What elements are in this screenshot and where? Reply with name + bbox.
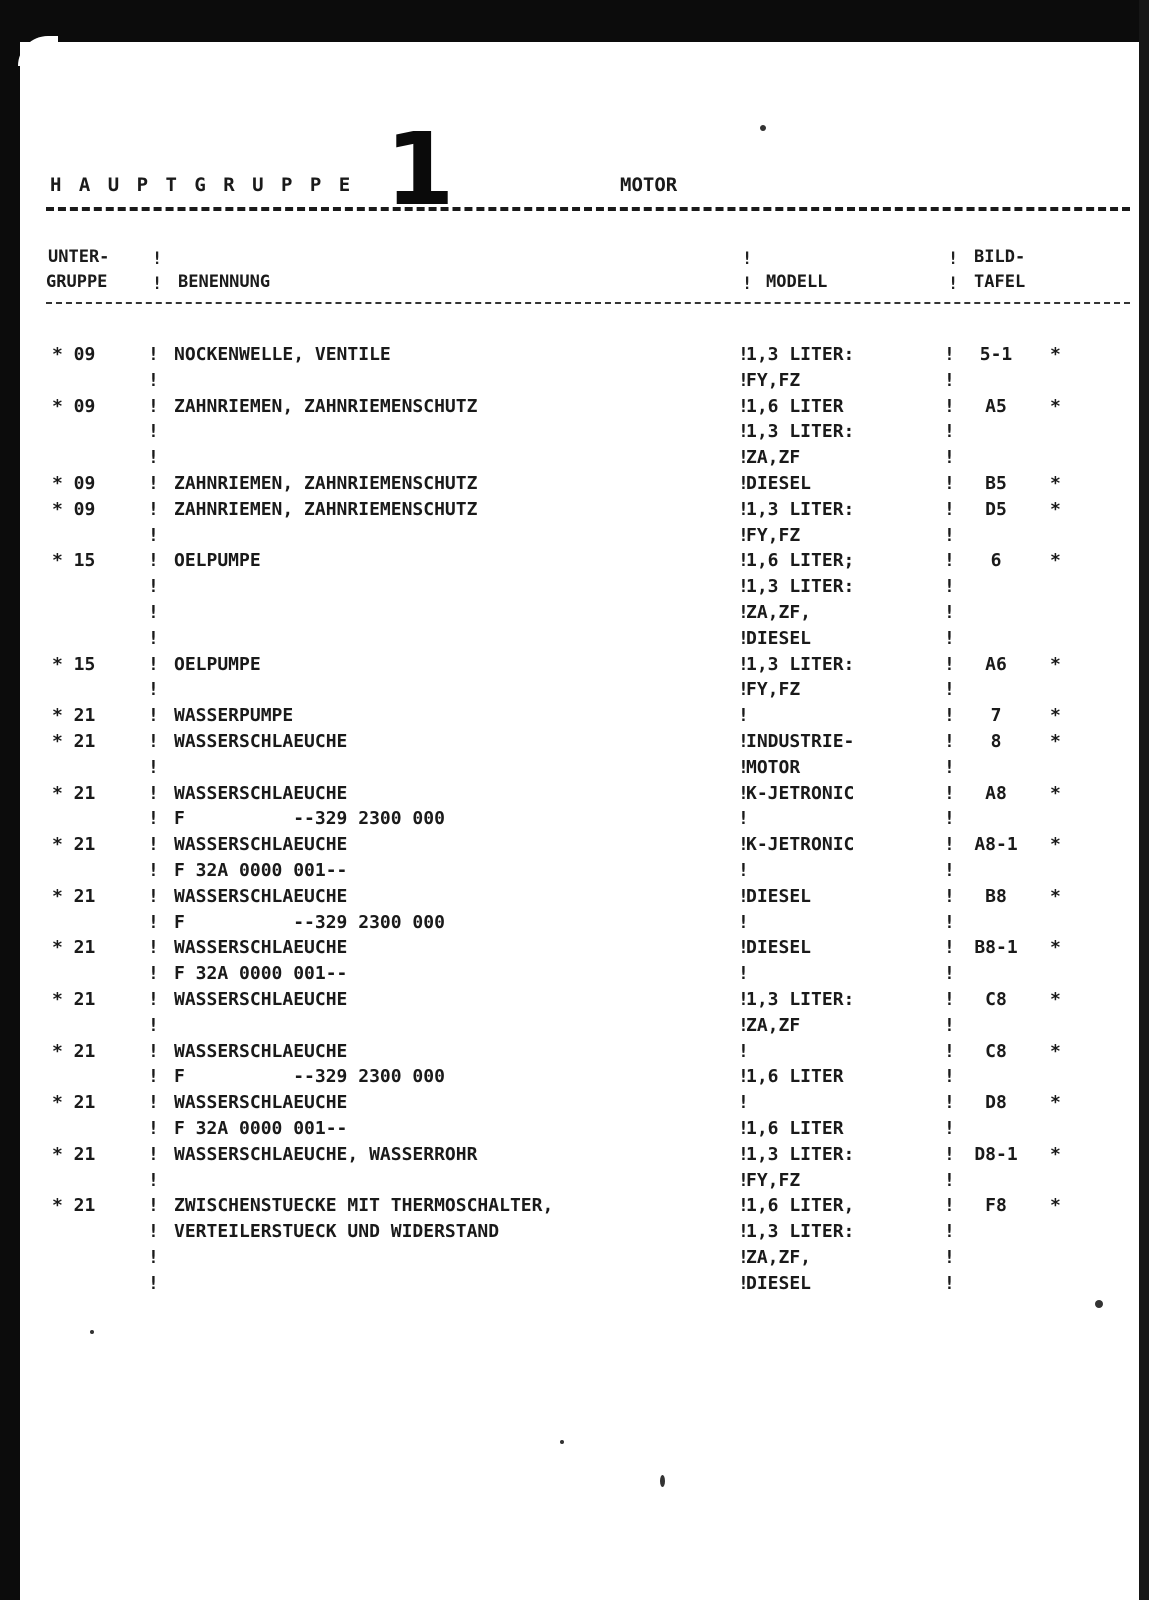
benennung-cell: ZAHNRIEMEN, ZAHNRIEMENSCHUTZ [174,473,478,494]
col-separator: ! [148,1092,159,1114]
untergruppe-cell: * 21 [52,1195,96,1217]
table-row [0,1064,1149,1090]
modell-cell: 1,3 LITER: [746,498,855,520]
col-separator: ! [148,808,159,830]
modell-cell: FY,FZ [746,1169,801,1191]
bildtafel-cell: D5 [985,498,1007,520]
col-separator: ! [148,731,159,752]
marker-cell: * [1050,550,1061,572]
untergruppe-cell: * 21 [52,705,96,727]
modell-cell: DIESEL [746,473,812,494]
marker-cell: * [1050,1040,1061,1062]
benennung-cell: WASSERSCHLAEUCHE, WASSERROHR [174,1143,478,1165]
col-separator: ! [944,1014,955,1036]
benennung-cell: VERTEILERSTUECK UND WIDERSTAND [174,1221,500,1243]
bildtafel-cell: 8 [990,731,1002,752]
scan-speck [560,1440,564,1444]
benennung-cell: ZWISCHENSTUECKE MIT THERMOSCHALTER, [174,1195,554,1217]
col-separator: ! [944,1221,955,1243]
benennung-cell: F --329 2300 000 [174,911,445,933]
col-separator: ! [148,937,159,959]
col-separator: ! [148,1247,159,1268]
untergruppe-cell: * 21 [52,937,96,959]
col-separator: ! [944,731,955,752]
col-separator: ! [944,1169,955,1191]
modell-cell: 1,3 LITER: [746,653,855,675]
col-separator: ! [944,1247,955,1268]
col-separator: ! [944,705,955,727]
marker-cell: * [1050,473,1061,494]
modell-cell: K-JETRONIC [746,782,855,804]
col-separator: ! [948,274,959,294]
table-row [0,1271,1149,1297]
scan-speck [90,1330,94,1334]
bildtafel-cell: 5-1 [979,344,1013,365]
col-separator: ! [944,1195,955,1217]
col-separator: ! [738,1169,749,1191]
col-separator: ! [738,1040,749,1062]
col-separator: ! [148,602,159,623]
col-separator: ! [148,421,159,443]
col-separator: ! [944,756,955,778]
marker-cell: * [1050,834,1061,856]
col-separator: ! [148,1014,159,1036]
col-separator: ! [148,885,159,907]
bildtafel-cell: C8 [985,1040,1007,1062]
col-separator: ! [148,679,159,701]
bildtafel-cell: B8 [985,885,1007,907]
table-row [0,626,1149,652]
scan-speck [1095,1300,1103,1308]
col-separator: ! [944,808,955,830]
modell-cell: ZA,ZF [746,447,801,469]
modell-cell: 1,3 LITER: [746,1221,855,1243]
col-separator: ! [944,1066,955,1088]
marker-cell: * [1050,782,1061,804]
table-row [0,781,1149,807]
marker-cell: * [1050,1195,1061,1217]
table-row [0,884,1149,910]
bildtafel-cell: C8 [985,989,1007,1010]
benennung-cell: F 32A 0000 001-- [174,963,348,985]
col-separator: ! [738,1143,749,1165]
col-separator: ! [738,447,749,469]
col-separator: ! [738,885,749,907]
col-separator: ! [152,274,163,294]
col-separator: ! [738,834,749,856]
col-separator: ! [738,1118,749,1139]
col-separator: ! [738,808,749,830]
benennung-cell: WASSERPUMPE [174,705,294,727]
col-separator: ! [148,473,159,494]
bildtafel-cell: D8-1 [974,1143,1018,1165]
col-separator: ! [742,249,753,269]
modell-cell: 1,6 LITER [746,395,844,417]
col-bildtafel-2: TAFEL [974,272,1026,292]
bildtafel-cell: B8-1 [974,937,1018,959]
header-rule [46,207,1130,211]
table-row [0,1168,1149,1194]
marker-cell: * [1050,498,1061,520]
benennung-cell: WASSERSCHLAEUCHE [174,731,348,752]
col-separator: ! [944,447,955,469]
table-row [0,523,1149,549]
table-row [0,1039,1149,1065]
col-separator: ! [152,249,163,269]
col-separator: ! [148,989,159,1010]
table-row [0,548,1149,574]
col-separator: ! [148,627,159,649]
scan-speck [660,1475,665,1487]
benennung-cell: WASSERSCHLAEUCHE [174,1040,348,1062]
col-separator: ! [738,1272,749,1294]
marker-cell: * [1050,395,1061,417]
modell-cell: ZA,ZF, [746,1247,812,1268]
table-row [0,497,1149,523]
modell-cell: MOTOR [746,756,801,778]
col-separator: ! [944,937,955,959]
col-separator: ! [944,550,955,572]
benennung-cell: OELPUMPE [174,653,261,675]
col-separator: ! [944,911,955,933]
modell-cell: 1,6 LITER [746,1066,844,1088]
benennung-cell: F 32A 0000 001-- [174,1118,348,1139]
col-separator: ! [944,653,955,675]
table-row [0,471,1149,497]
bildtafel-cell: A6 [985,653,1007,675]
col-separator: ! [944,344,955,365]
scan-border-top [0,0,1149,42]
untergruppe-cell: * 09 [52,344,96,365]
col-separator: ! [148,963,159,985]
modell-cell: 1,3 LITER: [746,989,855,1010]
marker-cell: * [1050,989,1061,1010]
table-row [0,419,1149,445]
benennung-cell: F --329 2300 000 [174,808,445,830]
table-row [0,677,1149,703]
col-separator: ! [944,1040,955,1062]
table-row [0,342,1149,368]
untergruppe-cell: * 21 [52,1040,96,1062]
col-separator: ! [738,627,749,649]
col-separator: ! [944,782,955,804]
table-row [0,1142,1149,1168]
col-separator: ! [148,705,159,727]
modell-cell: INDUSTRIE- [746,731,855,752]
table-row [0,832,1149,858]
bildtafel-cell: A8-1 [974,834,1018,856]
benennung-cell: OELPUMPE [174,550,261,572]
untergruppe-cell: * 21 [52,1143,96,1165]
benennung-cell: WASSERSCHLAEUCHE [174,885,348,907]
col-separator: ! [944,1092,955,1114]
marker-cell: * [1050,653,1061,675]
col-separator: ! [944,473,955,494]
bildtafel-cell: B5 [985,473,1007,494]
col-separator: ! [944,395,955,417]
table-row [0,1013,1149,1039]
col-separator: ! [738,653,749,675]
col-separator: ! [148,834,159,856]
col-separator: ! [944,679,955,701]
modell-cell: 1,6 LITER [746,1118,844,1139]
col-separator: ! [944,989,955,1010]
untergruppe-cell: * 09 [52,473,96,494]
untergruppe-cell: * 15 [52,653,96,675]
col-separator: ! [148,1221,159,1243]
col-separator: ! [944,963,955,985]
col-separator: ! [738,1221,749,1243]
col-separator: ! [738,860,749,881]
hauptgruppe-label: H A U P T G R U P P E [50,174,354,196]
col-separator: ! [738,344,749,365]
col-separator: ! [148,782,159,804]
modell-cell: 1,3 LITER: [746,421,855,443]
col-separator: ! [148,1195,159,1217]
table-row [0,987,1149,1013]
untergruppe-cell: * 21 [52,1092,96,1114]
table-row [0,910,1149,936]
col-modell: MODELL [766,272,828,292]
col-separator: ! [738,1195,749,1217]
modell-cell: ZA,ZF, [746,602,812,623]
col-separator: ! [738,602,749,623]
table-row [0,1116,1149,1142]
modell-cell: DIESEL [746,1272,812,1294]
col-untergruppe-1: UNTER- [48,247,110,267]
benennung-cell: F 32A 0000 001-- [174,860,348,881]
col-separator: ! [944,627,955,649]
table-row [0,1219,1149,1245]
group-name: MOTOR [620,174,678,196]
col-separator: ! [944,524,955,546]
col-separator: ! [148,911,159,933]
col-separator: ! [738,679,749,701]
modell-cell: DIESEL [746,627,812,649]
table-row [0,858,1149,884]
marker-cell: * [1050,937,1061,959]
col-separator: ! [738,963,749,985]
modell-cell: 1,6 LITER; [746,550,855,572]
col-separator: ! [148,344,159,365]
marker-cell: * [1050,344,1061,365]
marker-cell: * [1050,1092,1061,1114]
untergruppe-cell: * 21 [52,731,96,752]
benennung-cell: WASSERSCHLAEUCHE [174,1092,348,1114]
table-row [0,600,1149,626]
col-separator: ! [738,705,749,727]
col-separator: ! [738,421,749,443]
col-separator: ! [738,395,749,417]
col-separator: ! [148,498,159,520]
col-separator: ! [944,576,955,598]
col-separator: ! [738,550,749,572]
col-separator: ! [738,473,749,494]
modell-cell: DIESEL [746,885,812,907]
col-separator: ! [148,1118,159,1139]
bildtafel-cell: D8 [985,1092,1007,1114]
modell-cell: ZA,ZF [746,1014,801,1036]
table-row [0,961,1149,987]
table-row [0,729,1149,755]
bildtafel-cell: F8 [985,1195,1007,1217]
modell-cell: 1,3 LITER: [746,1143,855,1165]
col-separator: ! [148,369,159,391]
table-row [0,368,1149,394]
table-row [0,755,1149,781]
modell-cell: K-JETRONIC [746,834,855,856]
col-separator: ! [948,249,959,269]
modell-cell: DIESEL [746,937,812,959]
bildtafel-cell: 6 [990,550,1002,572]
col-separator: ! [738,782,749,804]
benennung-cell: NOCKENWELLE, VENTILE [174,344,391,365]
col-separator: ! [944,860,955,881]
untergruppe-cell: * 21 [52,989,96,1010]
col-separator: ! [148,524,159,546]
col-separator: ! [944,1272,955,1294]
col-bildtafel-1: BILD- [974,247,1026,267]
table-row [0,935,1149,961]
col-separator: ! [148,395,159,417]
col-separator: ! [944,421,955,443]
marker-cell: * [1050,1143,1061,1165]
col-separator: ! [148,1143,159,1165]
modell-cell: FY,FZ [746,679,801,701]
modell-cell: FY,FZ [746,369,801,391]
marker-cell: * [1050,731,1061,752]
col-separator: ! [944,885,955,907]
col-separator: ! [944,834,955,856]
col-separator: ! [738,989,749,1010]
untergruppe-cell: * 09 [52,498,96,520]
benennung-cell: WASSERSCHLAEUCHE [174,782,348,804]
table-row [0,574,1149,600]
bildtafel-cell: 7 [990,705,1002,727]
col-separator: ! [148,1040,159,1062]
benennung-cell: WASSERSCHLAEUCHE [174,834,348,856]
col-separator: ! [944,1143,955,1165]
col-separator: ! [148,1272,159,1294]
column-header-rule [46,302,1130,304]
col-untergruppe-2: GRUPPE [46,272,108,292]
bildtafel-cell: A8 [985,782,1007,804]
hauptgruppe-number: 1 [385,111,455,228]
marker-cell: * [1050,885,1061,907]
scan-speck [760,125,766,131]
untergruppe-cell: * 21 [52,782,96,804]
col-separator: ! [148,860,159,881]
benennung-cell: F --329 2300 000 [174,1066,445,1088]
benennung-cell: ZAHNRIEMEN, ZAHNRIEMENSCHUTZ [174,498,478,520]
col-separator: ! [148,550,159,572]
untergruppe-cell: * 09 [52,395,96,417]
table-row [0,806,1149,832]
table-row [0,394,1149,420]
col-separator: ! [738,576,749,598]
col-separator: ! [148,447,159,469]
col-separator: ! [148,756,159,778]
modell-cell: 1,3 LITER: [746,576,855,598]
col-separator: ! [944,602,955,623]
table-row [0,1090,1149,1116]
col-separator: ! [738,498,749,520]
table-row [0,652,1149,678]
col-separator: ! [738,524,749,546]
col-separator: ! [944,1118,955,1139]
modell-cell: 1,6 LITER, [746,1195,855,1217]
col-separator: ! [148,1066,159,1088]
table-row [0,1245,1149,1271]
col-separator: ! [148,576,159,598]
untergruppe-cell: * 21 [52,885,96,907]
col-separator: ! [148,653,159,675]
table-row [0,445,1149,471]
col-separator: ! [738,731,749,752]
col-separator: ! [738,911,749,933]
col-benennung: BENENNUNG [178,272,271,292]
col-separator: ! [738,756,749,778]
benennung-cell: WASSERSCHLAEUCHE [174,989,348,1010]
benennung-cell: WASSERSCHLAEUCHE [174,937,348,959]
modell-cell: 1,3 LITER: [746,344,855,365]
col-separator: ! [944,498,955,520]
marker-cell: * [1050,705,1061,727]
col-separator: ! [944,369,955,391]
col-separator: ! [738,937,749,959]
benennung-cell: ZAHNRIEMEN, ZAHNRIEMENSCHUTZ [174,395,478,417]
bildtafel-cell: A5 [985,395,1007,417]
untergruppe-cell: * 15 [52,550,96,572]
table-row [0,703,1149,729]
table-row [0,1193,1149,1219]
modell-cell: FY,FZ [746,524,801,546]
col-separator: ! [148,1169,159,1191]
untergruppe-cell: * 21 [52,834,96,856]
col-separator: ! [738,1247,749,1268]
col-separator: ! [738,1014,749,1036]
col-separator: ! [738,1066,749,1088]
col-separator: ! [742,274,753,294]
col-separator: ! [738,1092,749,1114]
col-separator: ! [738,369,749,391]
